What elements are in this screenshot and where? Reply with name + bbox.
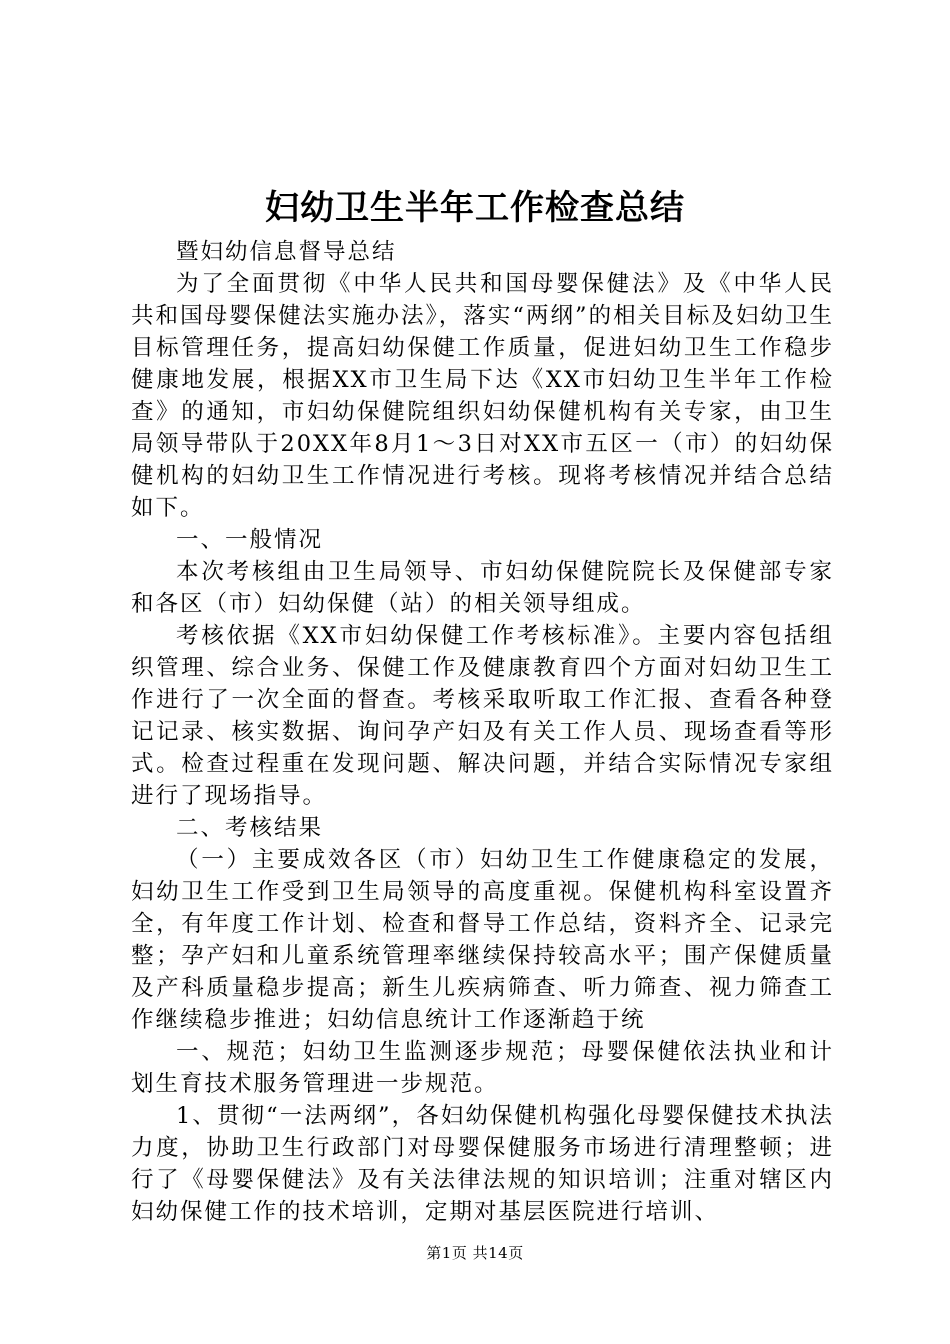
intro-paragraph: 为了全面贯彻《中华人民共和国母婴保健法》及《中华人民共和国母婴保健法实施办法》，落实“两纲”的相关目标及妇幼卫生目标管理任务，提高妇幼保健工作质量，促进妇幼卫生工作稳步健康地发展，根据XX市卫生局下达《XX市妇幼卫生半年工作检查》的通知，市妇幼保健院组织妇幼保健机构有关专家，由卫生局领导带队于20XX年8月1～3日对XX市五区一（市）的妇幼保健机构的妇幼卫生工作情况进行考核。现将考核情况并结合总结如下。 xyxy=(131,271,834,521)
page-number-footer: 第1页 共14页 xyxy=(426,1244,524,1262)
standardization-paragraph: 一、规范；妇幼卫生监测逐步规范；母婴保健依法执业和计划生育技术服务管理进一步规范。 xyxy=(131,1039,834,1097)
document-body xyxy=(131,236,834,1228)
general-paragraph: 本次考核组由卫生局领导、市妇幼保健院院长及保健部专家和各区（市）妇幼保健（站）的相关领导组成。 xyxy=(131,559,834,617)
section-heading-results: 二、考核结果 xyxy=(176,815,324,841)
basis-paragraph: 考核依据《XX市妇幼保健工作考核标准》。主要内容包括组织管理、综合业务、保健工作及健康教育四个方面对妇幼卫生工作进行了一次全面的督查。考核采取听取工作汇报、查看各种登记记录、核实数据、询问孕产妇及有关工作人员、现场查看等形式。检查过程重在发现问题、解决问题，并结合实际情况专家组进行了现场指导。 xyxy=(131,623,834,809)
results-paragraph: （一）主要成效各区（市）妇幼卫生工作健康稳定的发展，妇幼卫生工作受到卫生局领导的高度重视。保健机构科室设置齐全，有年度工作计划、检查和督导工作总结，资料齐全、记录完整；孕产妇和儿童系统管理率继续保持较高水平；围产保健质量及产科质量稳步提高；新生儿疾病筛查、听力筛查、视力筛查工作继续稳步推进；妇幼信息统计工作逐渐趋于统 xyxy=(131,847,834,1033)
item-1-paragraph: 1、贯彻“一法两纲”，各妇幼保健机构强化母婴保健技术执法力度，协助卫生行政部门对母婴保健服务市场进行清理整顿；进行了《母婴保健法》及有关法律法规的知识培训；注重对辖区内妇幼保健工作的技术培训，定期对基层医院进行培训、 xyxy=(131,1103,834,1225)
document-title: 妇幼卫生半年工作检查总结 xyxy=(265,188,685,228)
subtitle-paragraph: 暨妇幼信息督导总结 xyxy=(176,239,397,265)
section-heading-general: 一、一般情况 xyxy=(176,527,324,553)
